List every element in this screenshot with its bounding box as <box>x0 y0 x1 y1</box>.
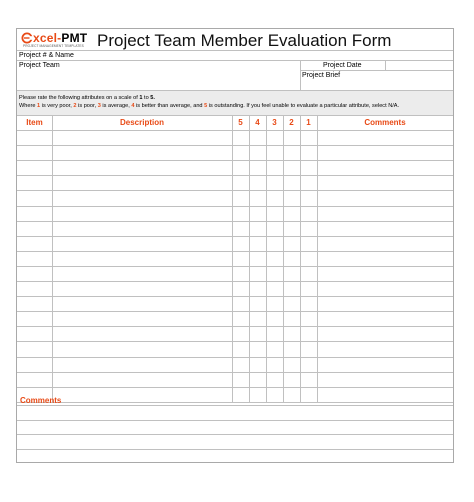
instructions-text: Please rate the following attributes on a scale of <box>19 95 140 101</box>
form-title: Project Team Member Evaluation Form <box>97 31 392 50</box>
comments-area[interactable] <box>17 29 453 462</box>
comment-line <box>17 420 453 421</box>
scale-value: 2 <box>73 103 77 109</box>
scale-high: 5. <box>150 95 155 101</box>
col-header-rating-5: 5 <box>238 118 243 127</box>
comment-line <box>17 405 453 406</box>
col-header-rating-2: 2 <box>289 118 294 127</box>
instructions-text: is average, <box>100 103 132 109</box>
logo-brand-prefix: xcel <box>33 31 58 45</box>
logo-brand-suffix: PMT <box>61 31 88 45</box>
instructions-text: Where <box>19 103 38 109</box>
comments-section-label: Comments <box>20 396 62 405</box>
evaluation-form-sheet <box>16 28 454 463</box>
instructions-text: is poor, <box>76 103 98 109</box>
project-name-label: Project # & Name <box>19 52 74 59</box>
logo-tagline: PROJECT MANAGEMENT TEMPLATES <box>23 44 84 48</box>
project-brief-label: Project Brief <box>302 72 341 79</box>
instructions-text: is very poor, <box>40 103 74 109</box>
col-header-comments: Comments <box>364 118 406 127</box>
scale-value: 3 <box>97 103 101 109</box>
col-header-description: Description <box>119 118 164 127</box>
instructions-text: is outstanding. If you feel unable to evaluate a particular attribute, select N/A. <box>207 103 400 109</box>
scale-value: 5 <box>204 103 208 109</box>
instructions-text: to <box>142 95 151 101</box>
scale-value: 4 <box>131 103 135 109</box>
comment-line <box>17 434 453 435</box>
col-header-rating-4: 4 <box>255 118 260 127</box>
col-header-item: Item <box>26 118 43 127</box>
project-date-label: Project Date <box>323 62 362 69</box>
logo-wordmark: xcel-PMT <box>33 31 88 45</box>
comment-line <box>17 449 453 450</box>
scale-value: 1 <box>37 103 41 109</box>
col-header-rating-1: 1 <box>306 118 311 127</box>
scale-low: 1 <box>139 95 143 101</box>
instructions-text: is better than average, and <box>134 103 205 109</box>
project-team-label: Project Team <box>19 62 60 69</box>
col-header-rating-3: 3 <box>272 118 277 127</box>
